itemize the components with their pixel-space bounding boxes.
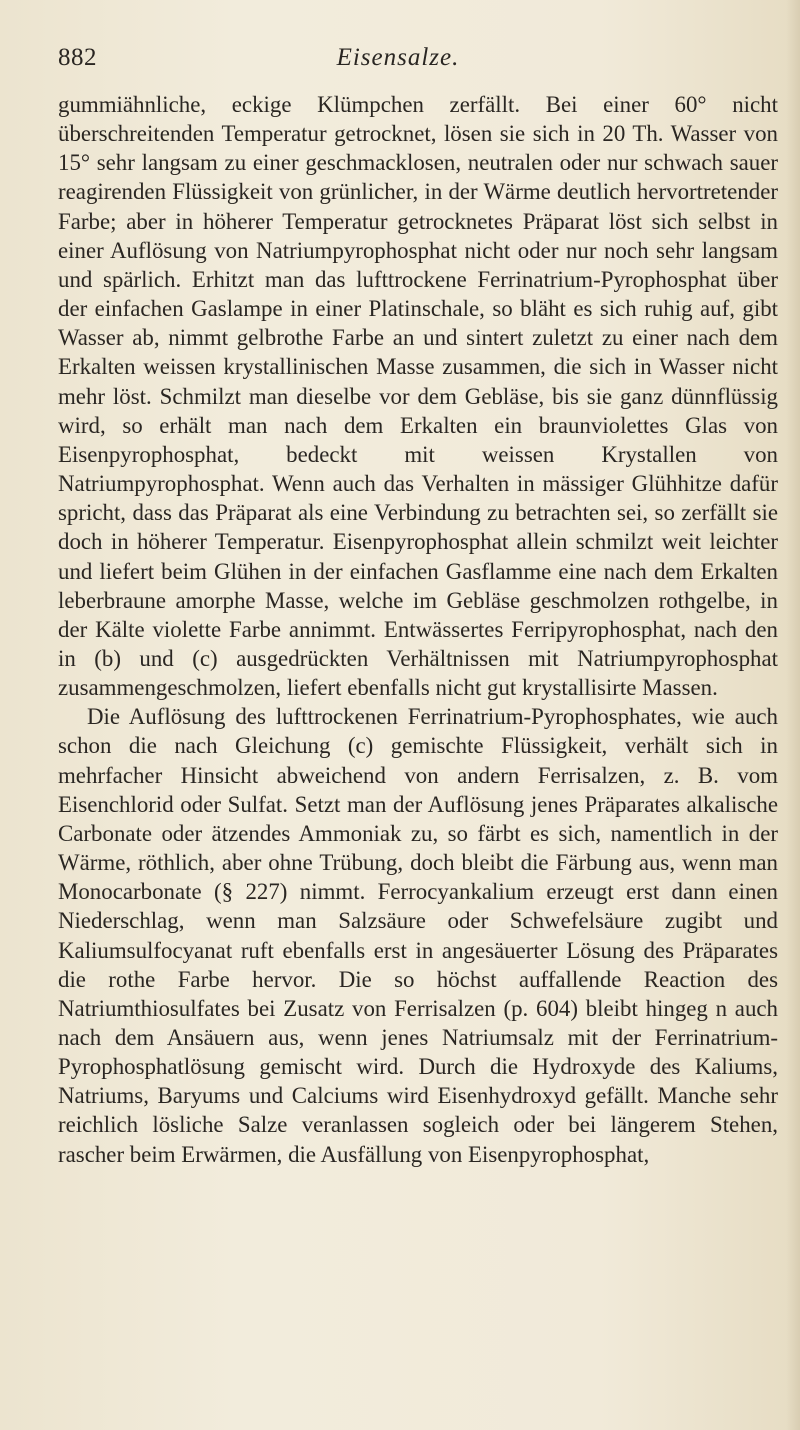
body-text: [58, 90, 778, 1169]
page-header: [58, 44, 778, 90]
paragraph-continuation: gummiähnliche, eckige Klümpchen zerfällt. Bei einer 60° nicht überschreitenden Temperatur getrocknet, lösen sie sich in 20 Th. Wasser von 15° sehr langsam zu einer geschmacklosen, neutralen oder nur schwach sauer reagirenden Flüssigkeit von grünlicher, in der Wärme deutlich hervortretender Farbe; aber in höherer Temperatur getrocknetes Präparat löst sich selbst in einer Auflösung von Natriumpyrophosphat nicht oder nur noch sehr langsam und spärlich. Erhitzt man das lufttrockene Ferrinatrium-Pyrophosphat über der einfachen Gaslampe in einer Platinschale, so bläht es sich ruhig auf, gibt Wasser ab, nimmt gelbrothe Farbe an und sintert zuletzt zu einer nach dem Erkalten weissen krystallinischen Masse zusammen, die sich in Wasser nicht mehr löst. Schmilzt man dieselbe vor dem Gebläse, bis sie ganz dünnflüssig wird, so erhält man nach dem Erkalten ein braunviolettes Glas von Eisenpyrophosphat, bedeckt mit weissen Krystallen von Natriumpyrophosphat. Wenn auch das Verhalten in mässiger Glühhitze dafür spricht, dass das Präparat als eine Verbindung zu betrachten sei, so zerfällt sie doch in höherer Temperatur. Eisenpyrophosphat allein schmilzt weit leichter und liefert beim Glühen in der einfachen Gasflamme eine nach dem Erkalten leberbraune amorphe Masse, welche im Gebläse geschmolzen rothgelbe, in der Kälte violette Farbe annimmt. Entwässertes Ferripyrophosphat, nach den in (b) und (c) ausgedrückten Verhältnissen mit Natriumpyrophosphat zusammengeschmolzen, liefert ebenfalls nicht gut krystallisirte Massen.: [58, 92, 778, 701]
page-edge-shadow: [786, 0, 800, 1430]
page-number: 882: [58, 44, 97, 71]
paragraph-solution-behaviour: Die Auflösung des lufttrockenen Ferrinatrium-Pyrophosphates, wie auch schon die nach Gleichung (c) gemischte Flüssigkeit, verhält sich in mehrfacher Hinsicht abweichend von andern Ferrisalzen, z. B. vom Eisenchlorid oder Sulfat. Setzt man der Auflösung jenes Präparates alkalische Carbonate oder ätzendes Ammoniak zu, so färbt es sich, namentlich in der Wärme, röthlich, aber ohne Trübung, doch bleibt die Färbung aus, wenn man Monocarbonate (§ 227) nimmt. Ferrocyankalium erzeugt erst dann einen Niederschlag, wenn man Salzsäure oder Schwefelsäure zugibt und Kaliumsulfocyanat ruft ebenfalls erst in angesäuerter Lösung des Präparates die rothe Farbe hervor. Die so höchst auffallende Reaction des Natriumthiosulfates bei Zusatz von Ferrisalzen (p. 604) bleibt hingeg n auch nach dem Ansäuern aus, wenn jenes Natriumsalz mit der Ferrinatrium-Pyrophosphatlösung gemischt wird. Durch die Hydroxyde des Kaliums, Natriums, Baryums und Calciums wird Eisenhydroxyd gefällt. Manche sehr reichlich lösliche Salze veranlassen sogleich oder bei längerem Stehen, rascher beim Erwärmen, die Ausfällung von Eisenpyrophosphat,: [58, 704, 778, 1167]
running-title: Eisensalze.: [336, 44, 460, 71]
